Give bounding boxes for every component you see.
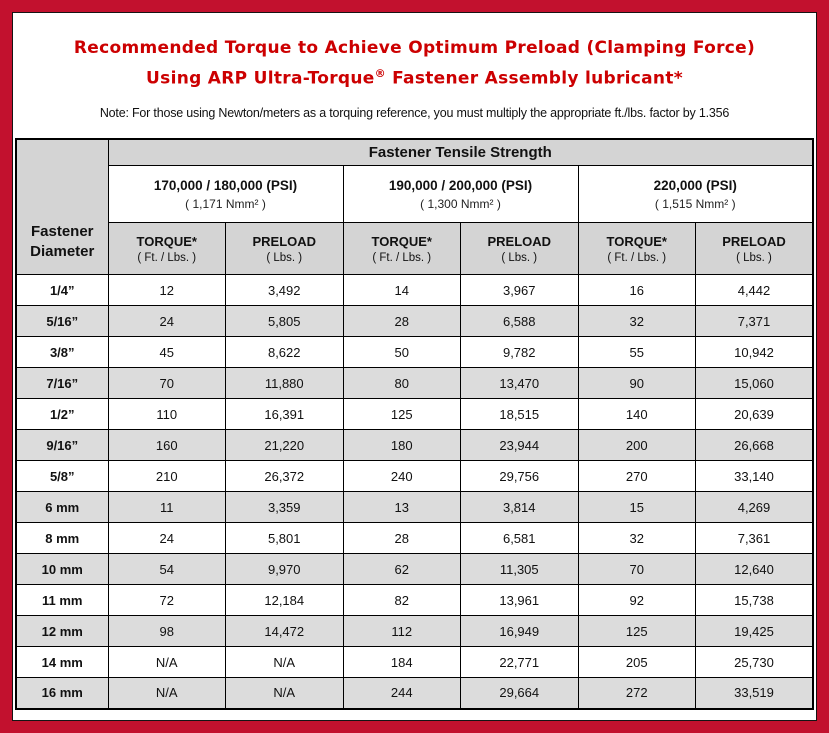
column-name: TORQUE* <box>606 233 667 249</box>
table-row <box>16 306 813 337</box>
torque-value-cell: 45 <box>108 337 226 368</box>
torque-value-cell: 82 <box>343 585 461 616</box>
preload-value-cell: 7,361 <box>696 523 814 554</box>
torque-column-header <box>343 223 461 275</box>
torque-value-cell: 140 <box>578 399 696 430</box>
diameter-cell: 16 mm <box>16 678 108 709</box>
table-row <box>16 523 813 554</box>
diameter-cell: 7/16” <box>16 368 108 399</box>
preload-value-cell: 15,060 <box>696 368 814 399</box>
preload-value-cell: 11,305 <box>461 554 579 585</box>
torque-value-cell: N/A <box>108 678 226 709</box>
psi-label: 220,000 (PSI) <box>653 177 737 193</box>
table-header <box>16 139 813 275</box>
torque-value-cell: 244 <box>343 678 461 709</box>
preload-value-cell: 33,519 <box>696 678 814 709</box>
preload-value-cell: 4,269 <box>696 492 814 523</box>
torque-column-header <box>578 223 696 275</box>
torque-table <box>15 138 814 710</box>
fastener-diameter-header-line-2: Diameter <box>30 243 95 261</box>
table-body <box>16 275 813 709</box>
torque-value-cell: 240 <box>343 461 461 492</box>
column-unit: ( Lbs. ) <box>501 251 538 264</box>
preload-value-cell: 5,801 <box>226 523 344 554</box>
column-name: PRELOAD <box>252 233 317 249</box>
preload-value-cell: 3,814 <box>461 492 579 523</box>
preload-value-cell: 18,515 <box>461 399 579 430</box>
diameter-cell: 1/2” <box>16 399 108 430</box>
preload-value-cell: 26,668 <box>696 430 814 461</box>
preload-value-cell: 4,442 <box>696 275 814 306</box>
torque-value-cell: 50 <box>343 337 461 368</box>
table-row <box>16 275 813 306</box>
torque-value-cell: 11 <box>108 492 226 523</box>
psi-group-header-1 <box>108 166 343 223</box>
title-line-2-pre: Using ARP Ultra-Torque <box>146 68 375 89</box>
preload-value-cell: 8,622 <box>226 337 344 368</box>
title-line-2-post: Fastener Assembly lubricant* <box>385 68 683 89</box>
column-name: TORQUE* <box>371 233 432 249</box>
column-unit: ( Ft. / Lbs. ) <box>372 251 432 264</box>
torque-value-cell: 15 <box>578 492 696 523</box>
preload-value-cell: 10,942 <box>696 337 814 368</box>
torque-value-cell: 205 <box>578 647 696 678</box>
preload-value-cell: 9,782 <box>461 337 579 368</box>
torque-value-cell: 32 <box>578 523 696 554</box>
table-row <box>16 461 813 492</box>
torque-value-cell: 125 <box>578 616 696 647</box>
torque-value-cell: 184 <box>343 647 461 678</box>
torque-value-cell: 200 <box>578 430 696 461</box>
psi-label: 190,000 / 200,000 (PSI) <box>388 177 533 193</box>
diameter-cell: 6 mm <box>16 492 108 523</box>
torque-value-cell: 13 <box>343 492 461 523</box>
psi-label: 170,000 / 180,000 (PSI) <box>153 177 298 193</box>
torque-value-cell: 270 <box>578 461 696 492</box>
preload-value-cell: 33,140 <box>696 461 814 492</box>
preload-value-cell: 19,425 <box>696 616 814 647</box>
preload-value-cell: 9,970 <box>226 554 344 585</box>
torque-value-cell: 110 <box>108 399 226 430</box>
table-row <box>16 399 813 430</box>
diameter-cell: 5/8” <box>16 461 108 492</box>
torque-value-cell: 32 <box>578 306 696 337</box>
torque-value-cell: 70 <box>108 368 226 399</box>
preload-value-cell: 21,220 <box>226 430 344 461</box>
preload-value-cell: 3,359 <box>226 492 344 523</box>
nmm-label: ( 1,171 Nmm² ) <box>185 196 266 211</box>
nmm-label: ( 1,515 Nmm² ) <box>654 196 736 211</box>
tensile-strength-row <box>16 139 813 166</box>
table-row <box>16 430 813 461</box>
preload-value-cell: 14,472 <box>226 616 344 647</box>
preload-value-cell: 11,880 <box>226 368 344 399</box>
preload-value-cell: 6,588 <box>461 306 579 337</box>
table-row <box>16 678 813 709</box>
diameter-cell: 9/16” <box>16 430 108 461</box>
diameter-cell: 11 mm <box>16 585 108 616</box>
torque-value-cell: 72 <box>108 585 226 616</box>
title-line-2 <box>15 61 814 92</box>
torque-value-cell: 125 <box>343 399 461 430</box>
column-unit: ( Lbs. ) <box>266 251 303 264</box>
preload-value-cell: 5,805 <box>226 306 344 337</box>
preload-value-cell: 13,961 <box>461 585 579 616</box>
table-row <box>16 585 813 616</box>
psi-group-header-3 <box>578 166 813 223</box>
document-title <box>15 35 814 92</box>
table-row <box>16 616 813 647</box>
preload-value-cell: 12,184 <box>226 585 344 616</box>
psi-group-header-2 <box>343 166 578 223</box>
torque-value-cell: 28 <box>343 306 461 337</box>
diameter-cell: 3/8” <box>16 337 108 368</box>
preload-value-cell: 3,492 <box>226 275 344 306</box>
column-name: TORQUE* <box>136 233 197 249</box>
torque-value-cell: 12 <box>108 275 226 306</box>
torque-value-cell: 98 <box>108 616 226 647</box>
title-line-1: Recommended Torque to Achieve Optimum Preload (Clamping Force) <box>73 38 756 58</box>
torque-value-cell: 160 <box>108 430 226 461</box>
fastener-tensile-strength-header: Fastener Tensile Strength <box>108 139 813 166</box>
fastener-diameter-header <box>16 139 108 275</box>
preload-column-header <box>461 223 579 275</box>
diameter-cell: 12 mm <box>16 616 108 647</box>
preload-value-cell: 25,730 <box>696 647 814 678</box>
column-unit: ( Lbs. ) <box>736 251 772 264</box>
torque-value-cell: 54 <box>108 554 226 585</box>
psi-header-row <box>16 166 813 223</box>
preload-value-cell: 16,949 <box>461 616 579 647</box>
preload-value-cell: N/A <box>226 678 344 709</box>
column-unit: ( Ft. / Lbs. ) <box>137 251 197 264</box>
column-header-row <box>16 223 813 275</box>
torque-value-cell: 210 <box>108 461 226 492</box>
torque-value-cell: 80 <box>343 368 461 399</box>
registered-trademark-symbol: ® <box>374 67 386 80</box>
diameter-cell: 10 mm <box>16 554 108 585</box>
preload-value-cell: 15,738 <box>696 585 814 616</box>
diameter-cell: 14 mm <box>16 647 108 678</box>
table-row <box>16 337 813 368</box>
preload-value-cell: 7,371 <box>696 306 814 337</box>
torque-value-cell: 180 <box>343 430 461 461</box>
column-unit: ( Ft. / Lbs. ) <box>607 251 667 264</box>
preload-value-cell: 16,391 <box>226 399 344 430</box>
torque-value-cell: 14 <box>343 275 461 306</box>
torque-value-cell: 24 <box>108 306 226 337</box>
preload-value-cell: 23,944 <box>461 430 579 461</box>
preload-value-cell: 26,372 <box>226 461 344 492</box>
torque-value-cell: 62 <box>343 554 461 585</box>
torque-value-cell: 24 <box>108 523 226 554</box>
preload-column-header <box>226 223 344 275</box>
torque-value-cell: 70 <box>578 554 696 585</box>
preload-value-cell: 3,967 <box>461 275 579 306</box>
table-row <box>16 368 813 399</box>
torque-value-cell: 55 <box>578 337 696 368</box>
preload-column-header <box>696 223 814 275</box>
newton-meters-note: Note: For those using Newton/meters as a torquing reference, you must multiply the appropriate ft./lbs. factor by 1.356 <box>99 105 730 120</box>
preload-value-cell: 6,581 <box>461 523 579 554</box>
torque-value-cell: 28 <box>343 523 461 554</box>
torque-value-cell: 272 <box>578 678 696 709</box>
table-row <box>16 492 813 523</box>
table-row <box>16 554 813 585</box>
document-sheet <box>12 12 817 721</box>
diameter-cell: 8 mm <box>16 523 108 554</box>
torque-value-cell: 16 <box>578 275 696 306</box>
preload-value-cell: 22,771 <box>461 647 579 678</box>
diameter-cell: 5/16” <box>16 306 108 337</box>
preload-value-cell: 12,640 <box>696 554 814 585</box>
torque-value-cell: 92 <box>578 585 696 616</box>
torque-column-header <box>108 223 226 275</box>
torque-value-cell: N/A <box>108 647 226 678</box>
table-row <box>16 647 813 678</box>
fastener-diameter-header-line-1: Fastener <box>30 223 94 241</box>
preload-value-cell: 13,470 <box>461 368 579 399</box>
column-name: PRELOAD <box>487 233 552 249</box>
preload-value-cell: 20,639 <box>696 399 814 430</box>
nmm-label: ( 1,300 Nmm² ) <box>420 196 501 211</box>
torque-value-cell: 90 <box>578 368 696 399</box>
torque-value-cell: 112 <box>343 616 461 647</box>
preload-value-cell: N/A <box>226 647 344 678</box>
preload-value-cell: 29,664 <box>461 678 579 709</box>
column-name: PRELOAD <box>722 233 786 249</box>
preload-value-cell: 29,756 <box>461 461 579 492</box>
diameter-cell: 1/4” <box>16 275 108 306</box>
